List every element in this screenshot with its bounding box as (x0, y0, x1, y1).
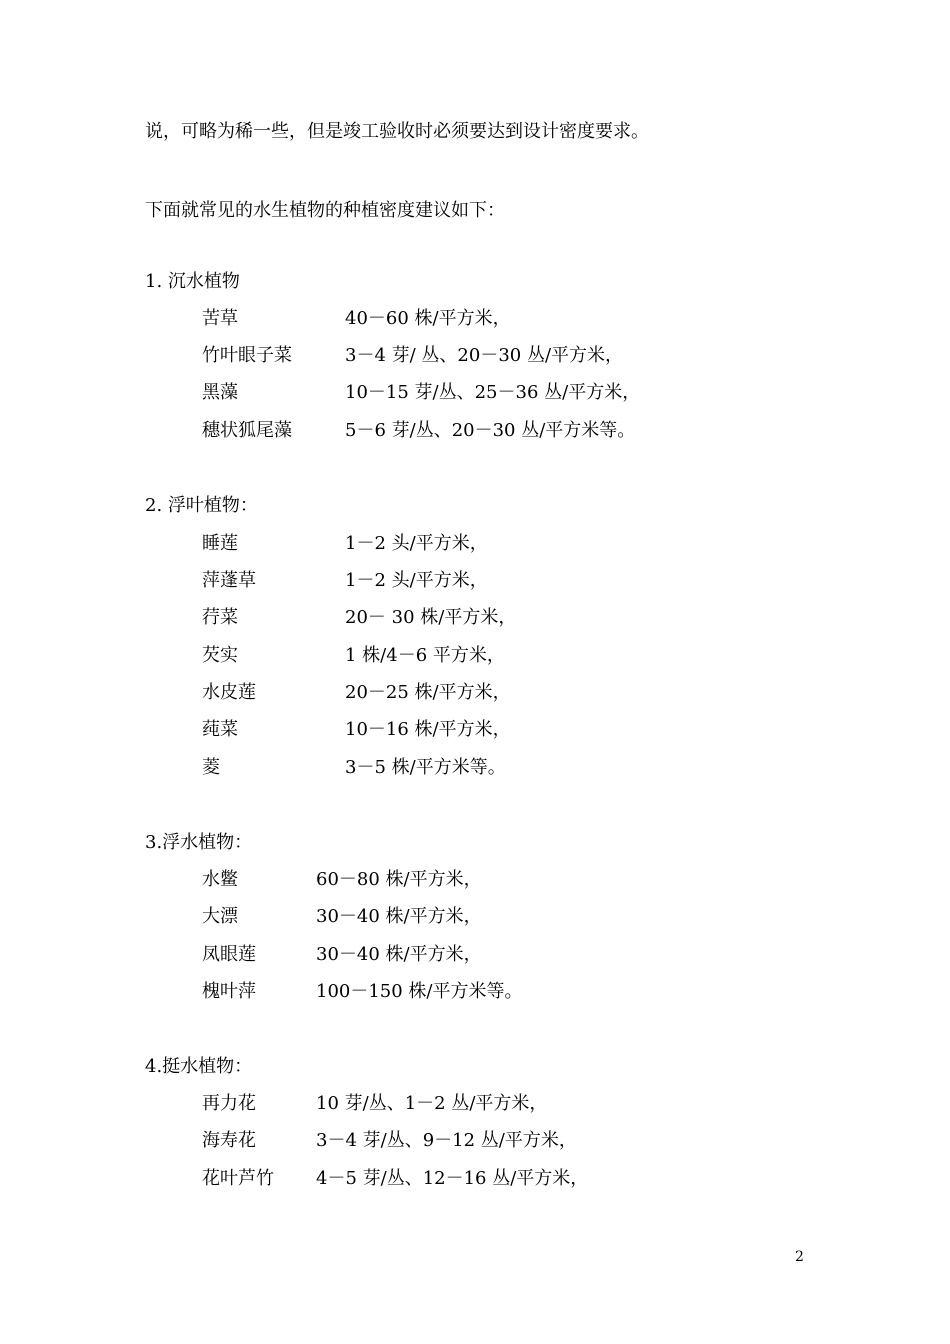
plant-name: 大漂 (202, 906, 238, 927)
plant-name: 菱 (202, 757, 220, 778)
plant-name: 萍蓬草 (202, 570, 256, 591)
section-heading-submerged: 1. 沉水植物 (145, 271, 240, 292)
plant-density: 4－5 芽/丛、12－16 丛/平方米， (316, 1168, 589, 1189)
page-number: 2 (795, 1249, 804, 1265)
plant-density: 5－6 芽/丛、20－30 丛/平方米等。 (345, 420, 636, 441)
plant-density: 40－60 株/平方米， (345, 308, 511, 329)
plant-density: 3－4 芽/丛、9－12 丛/平方米， (316, 1130, 577, 1151)
plant-density: 30－40 株/平方米， (316, 906, 482, 927)
plant-name: 黑藻 (202, 382, 238, 403)
plant-name: 荇菜 (202, 607, 238, 628)
plant-density: 1－2 头/平方米， (345, 570, 488, 591)
plant-density: 10－15 芽/丛、25－36 丛/平方米， (345, 382, 641, 403)
plant-density: 100－150 株/平方米等。 (316, 981, 523, 1002)
plant-name: 海寿花 (202, 1130, 256, 1151)
plant-density: 10－16 株/平方米， (345, 719, 511, 740)
plant-name: 凤眼莲 (202, 944, 256, 965)
plant-name: 穗状狐尾藻 (202, 420, 292, 441)
section-heading-emergent: 4.挺水植物： (145, 1056, 253, 1077)
plant-name: 槐叶萍 (202, 981, 256, 1002)
plant-name: 苦草 (202, 308, 238, 329)
plant-density: 1 株/4－6 平方米， (345, 645, 505, 666)
plant-name: 莼菜 (202, 719, 238, 740)
plant-name: 水皮莲 (202, 682, 256, 703)
paragraph-intro: 下面就常见的水生植物的种植密度建议如下： (145, 200, 505, 221)
plant-density: 3－4 芽/ 丛、20－30 丛/平方米， (345, 345, 624, 366)
plant-name: 芡实 (202, 645, 238, 666)
plant-name: 竹叶眼子菜 (202, 345, 292, 366)
plant-density: 30－40 株/平方米， (316, 944, 482, 965)
plant-density: 60－80 株/平方米， (316, 869, 482, 890)
plant-name: 花叶芦竹 (202, 1168, 274, 1189)
plant-density: 3－5 株/平方米等。 (345, 757, 506, 778)
plant-density: 1－2 头/平方米， (345, 533, 488, 554)
plant-density: 20－25 株/平方米， (345, 682, 511, 703)
section-heading-floating-leaf: 2. 浮叶植物： (145, 495, 258, 516)
plant-name: 再力花 (202, 1093, 256, 1114)
paragraph-continuation: 说，可略为稀一些，但是竣工验收时必须要达到设计密度要求。 (145, 121, 649, 142)
plant-density: 10 芽/丛、1－2 丛/平方米， (316, 1093, 548, 1114)
section-heading-floating: 3.浮水植物： (145, 832, 253, 853)
plant-name: 水鳖 (202, 869, 238, 890)
plant-density: 20－ 30 株/平方米， (345, 607, 517, 628)
plant-name: 睡莲 (202, 533, 238, 554)
